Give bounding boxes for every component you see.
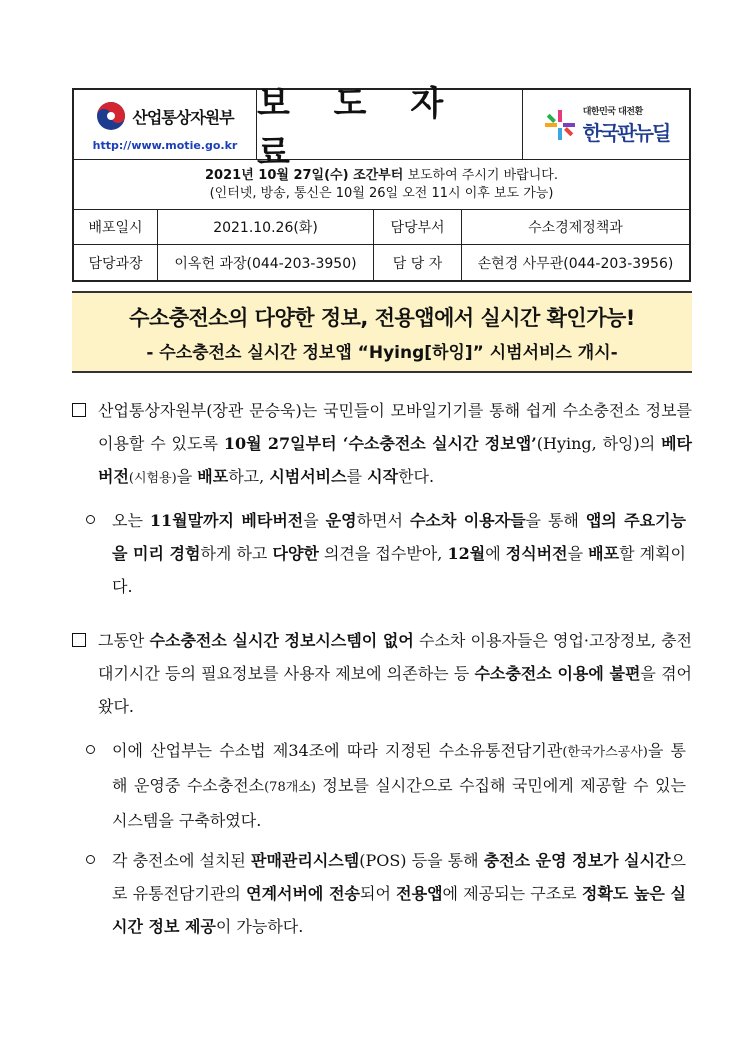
text-span: 의견을 접수받아, xyxy=(318,544,448,563)
text-span: 정보를 실시간으로 수집해 국민에게 제공할 수 있는 시스템을 구축하였다. xyxy=(112,776,686,830)
embargo-note: (인터넷, 방송, 통신은 10월 26일 오전 11시 이후 보도 가능) xyxy=(209,185,554,201)
text-span: 을 xyxy=(176,467,198,486)
subpoint-3-text xyxy=(112,844,686,943)
contact-info-row xyxy=(74,245,689,280)
ministry-name: 산업통상자원부 xyxy=(132,107,234,127)
text-bold: 시범서비스 xyxy=(269,467,347,486)
text-bold: 시작 xyxy=(367,467,399,486)
text-bold: 수소충전소 실시간 정보시스템이 없어 xyxy=(149,631,414,650)
text-span: 이 가능하다. xyxy=(215,917,304,936)
officer-label: 담 당 자 xyxy=(374,245,462,280)
square-bullet-icon xyxy=(72,624,86,657)
header-top-row xyxy=(74,83,689,173)
text-small: (78개소) xyxy=(264,780,316,795)
text-span: 에 xyxy=(485,544,506,563)
text-span: 수소차 이용자들은 영업·고장정보, 충전 대기시간 등의 필요정보를 사용자 제보에 의존하는 등 xyxy=(98,631,692,683)
press-header-table xyxy=(72,83,691,282)
text-span: 산업통상자원부(장관 문승욱)는 국민들이 모바일기기를 통해 쉽게 수소충전소 정보를 이용할 수 있도록 xyxy=(98,401,692,453)
newdeal-name: 한국판뉴딜 xyxy=(582,120,670,145)
release-info-row xyxy=(74,210,689,245)
newdeal-text xyxy=(583,104,670,146)
dept-name: 수소경제정책과 xyxy=(528,220,623,236)
headline-title: 수소충전소의 다양한 정보, 전용앱에서 실시간 확인가능! xyxy=(129,305,635,330)
embargo-line xyxy=(205,167,558,185)
text-bold: 전용앱 xyxy=(396,884,443,903)
embargo-date: 2021년 10월 27일(수) 조간부터 xyxy=(205,167,404,183)
text-span: 을 통해 xyxy=(525,511,586,530)
text-span: 이에 산업부는 수소법 제34조에 따라 지정된 수소유통전담기관 xyxy=(112,741,563,760)
text-span: 되어 xyxy=(360,884,397,903)
text-bold: 정확도 높은 실시간 정보 제공 xyxy=(112,884,687,936)
officer-contact: 손현경 사무관(044-203-3956) xyxy=(477,255,674,272)
text-span: 하면서 xyxy=(356,511,410,530)
subpoint-2-text xyxy=(112,734,686,837)
text-span: 으로 유통전담기관의 xyxy=(112,851,686,903)
text-span: 을 xyxy=(303,511,326,530)
text-bold: 배포 xyxy=(197,467,229,486)
text-bold: 다양한 xyxy=(272,544,319,563)
ministry-url-link[interactable]: http://www.motie.go.kr xyxy=(92,139,238,152)
dept-label: 담당부서 xyxy=(374,210,462,244)
paragraph-2-text xyxy=(98,624,692,723)
subpoint-1 xyxy=(86,504,686,603)
headline-subtitle: - 수소충전소 실시간 정보앱 “Hying[하잉]” 시범서비스 개시- xyxy=(146,342,618,363)
text-small: (시험용) xyxy=(128,471,177,486)
text-small: (한국가스공사) xyxy=(562,745,648,760)
embargo-row xyxy=(74,160,689,210)
text-span: 등을 통해 xyxy=(406,851,484,870)
text-span: 하고, xyxy=(228,467,270,486)
text-bold: 판매관리시스템 xyxy=(251,851,360,870)
text-bold: 앱의 주요기능을 미리 경험 xyxy=(112,511,687,563)
paragraph-1 xyxy=(72,394,692,495)
text-bold: 충전소 운영 정보가 실시간 xyxy=(483,851,671,870)
newdeal-logo-cell xyxy=(523,90,689,159)
text-bold: 10월 27일부터 ‘수소충전소 실시간 정보앱’ xyxy=(223,434,537,453)
circle-bullet-icon xyxy=(86,844,95,877)
text-span: (Hying, 하잉)의 xyxy=(536,434,662,453)
text-span: 할 계획이다. xyxy=(112,544,686,596)
text-bold: 연계서버에 전송 xyxy=(246,884,361,903)
subpoint-3 xyxy=(86,844,686,943)
subpoint-2 xyxy=(86,734,686,837)
release-date: 2021.10.26(화) xyxy=(158,210,374,244)
text-span: (POS) xyxy=(359,851,407,870)
ministry-logo xyxy=(96,101,233,131)
text-span: 에 제공되는 구조로 xyxy=(442,884,582,903)
press-release-title: 보 도 자 료 xyxy=(257,90,523,159)
text-span: 그동안 xyxy=(98,631,150,650)
taegeuk-logo-icon xyxy=(96,101,126,131)
circle-bullet-icon xyxy=(86,734,95,767)
subpoint-1-text xyxy=(112,504,686,603)
text-bold: 운영 xyxy=(325,511,357,530)
text-bold: 11월말까지 베타버전 xyxy=(149,511,304,530)
circle-bullet-icon xyxy=(86,504,95,537)
text-span: 하게 하고 xyxy=(200,544,273,563)
text-span: 을 겪어왔다. xyxy=(98,664,692,716)
release-date-label: 배포일시 xyxy=(74,210,158,244)
text-bold: 12월 xyxy=(447,544,486,563)
press-body xyxy=(72,394,692,954)
text-span: 한다. xyxy=(398,467,435,486)
newdeal-slogan: 대한민국 대전환 xyxy=(582,106,643,117)
manager-label: 담당과장 xyxy=(74,245,158,280)
embargo-request: 보도하여 주시기 바랍니다. xyxy=(403,167,558,183)
text-bold: 수소충전소 이용에 불편 xyxy=(474,664,641,683)
text-span: 를 xyxy=(346,467,368,486)
text-bold: 베타버전 xyxy=(98,434,693,486)
text-span: 오는 xyxy=(112,511,150,530)
text-bold: 수소차 이용자들 xyxy=(409,511,526,530)
headline-banner xyxy=(72,291,692,373)
text-span: 각 충전소에 설치된 xyxy=(112,851,251,870)
ministry-cell xyxy=(74,90,257,159)
paragraph-1-text xyxy=(98,394,692,495)
text-span: 을 xyxy=(567,544,589,563)
text-span: 을 통해 운영중 수소충전소 xyxy=(112,741,687,795)
text-bold: 배포 xyxy=(588,544,620,563)
paragraph-2 xyxy=(72,624,692,723)
newdeal-star-icon xyxy=(543,108,577,142)
text-bold: 정식버전 xyxy=(505,544,568,563)
manager-contact: 이옥헌 과장(044-203-3950) xyxy=(158,245,374,280)
square-bullet-icon xyxy=(72,394,86,427)
